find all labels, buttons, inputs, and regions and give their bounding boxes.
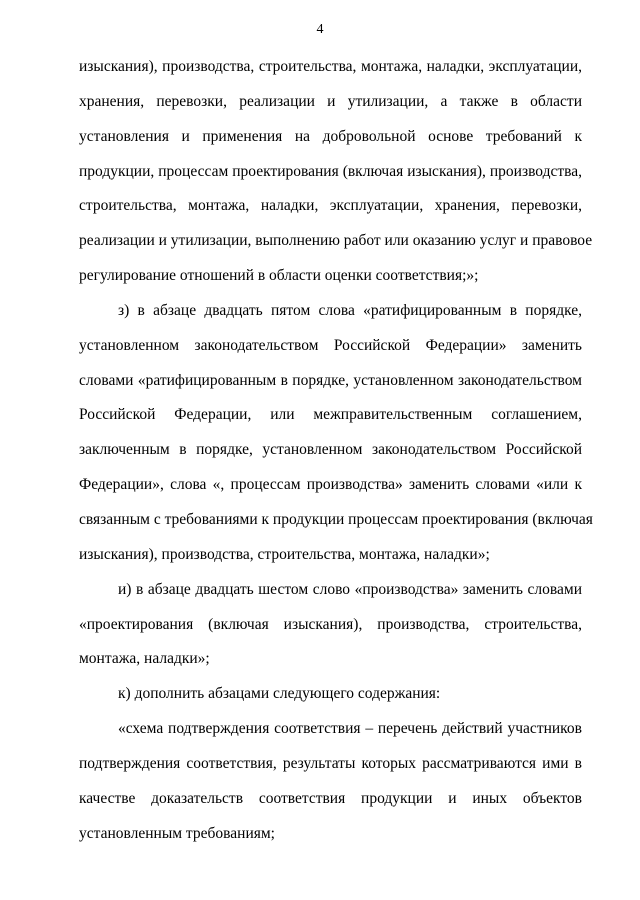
paragraph-definition-scheme xyxy=(79,712,582,851)
text-line: заключенным в порядке, установленном законодательством Российской xyxy=(79,441,582,459)
text-line: «проектирования (включая изыскания), производства, строительства, xyxy=(79,615,582,633)
text-line: и) в абзаце двадцать шестом слово «производства» заменить словами xyxy=(118,580,582,598)
text-line: продукции, процессам проектирования (включая изыскания), производства, xyxy=(79,162,582,180)
text-line: изыскания), производства, строительства, монтажа, наладки»; xyxy=(79,545,490,563)
text-line: связанным с требованиями к продукции процессам проектирования (включая xyxy=(79,510,593,528)
text-line: подтверждения соответствия, результаты которых рассматриваются ими в xyxy=(79,754,582,772)
text-line: строительства, монтажа, наладки, эксплуатации, хранения, перевозки, xyxy=(79,197,582,215)
paragraph-item-k xyxy=(79,677,582,712)
paragraph-item-z xyxy=(79,294,593,573)
text-line: качестве доказательств соответствия продукции и иных объектов xyxy=(79,789,582,807)
paragraph-item-i xyxy=(79,573,582,678)
text-line: монтажа, наладки»; xyxy=(79,650,210,668)
text-line: словами «ратифицированным в порядке, установленном законодательством xyxy=(79,371,582,389)
text-line: установленном законодательством Российской Федерации» заменить xyxy=(79,336,582,354)
text-line: к) дополнить абзацами следующего содержания: xyxy=(118,685,441,703)
text-line: Федерации», слова «, процессам производства» заменить словами «или к xyxy=(79,476,582,494)
text-line: «схема подтверждения соответствия – перечень действий участников xyxy=(118,720,582,738)
text-line: изыскания), производства, строительства, монтажа, наладки, эксплуатации, xyxy=(79,58,582,75)
text-line: регулирование отношений в области оценки соответствия;»; xyxy=(79,267,479,285)
text-line: реализации и утилизации, выполнению работ или оказанию услуг и правовое xyxy=(79,232,593,250)
text-line: Российской Федерации, или межправительственным соглашением, xyxy=(79,406,582,424)
paragraph-continuation xyxy=(79,50,593,294)
document-body xyxy=(79,50,593,851)
text-line: хранения, перевозки, реализации и утилизации, а также в области xyxy=(79,92,582,110)
text-line: установления и применения на добровольной основе требований к xyxy=(79,127,582,145)
text-line: з) в абзаце двадцать пятом слова «ратифицированным в порядке, xyxy=(118,301,582,319)
text-line: установленным требованиям; xyxy=(79,824,275,842)
page-number: 4 xyxy=(316,22,324,37)
